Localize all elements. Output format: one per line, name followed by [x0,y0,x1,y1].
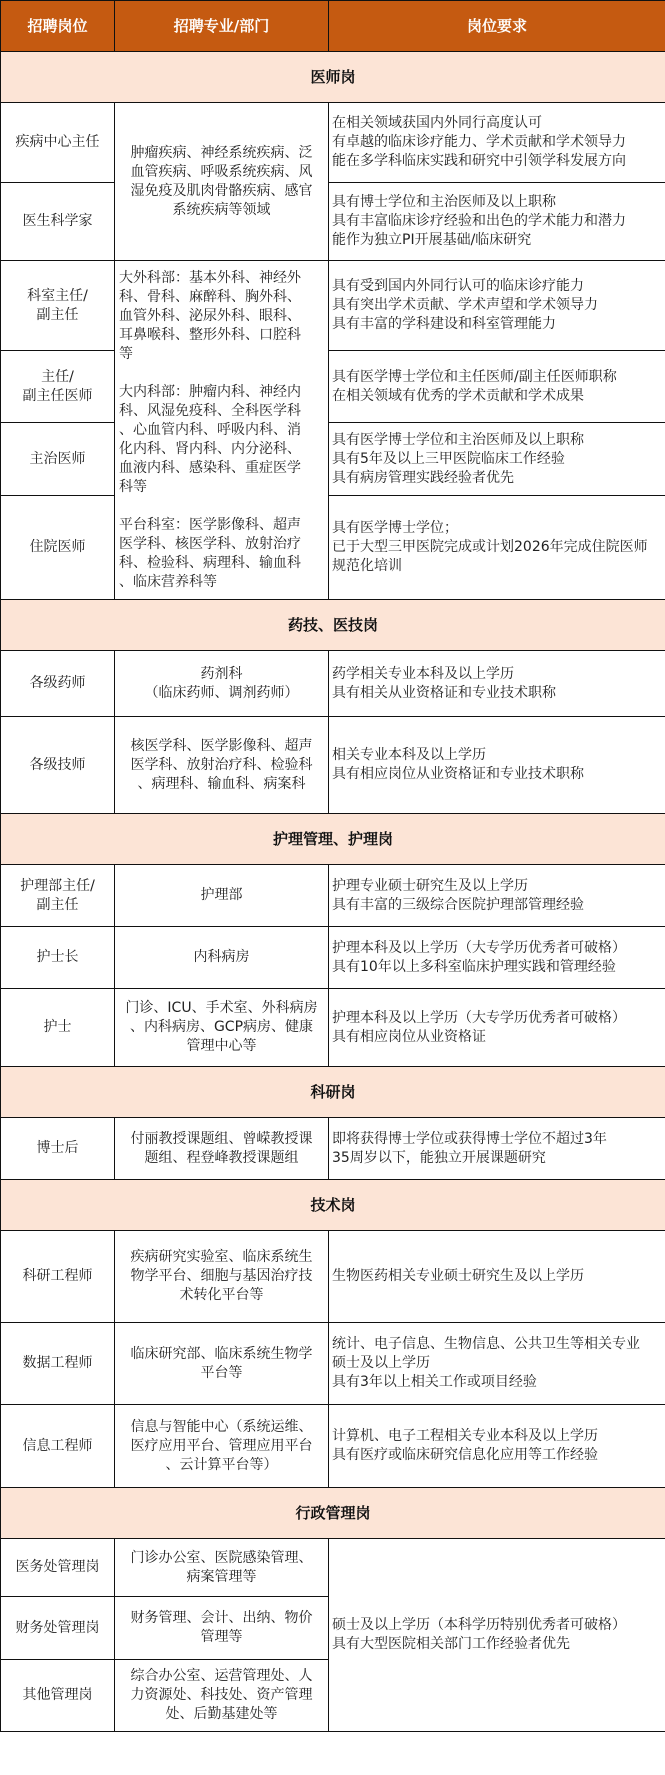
table-row [1,261,665,351]
position-cell-line: 副主任 [36,896,79,913]
position-cell [1,1539,115,1597]
position-cell-line: 财务处管理岗 [15,1619,100,1636]
requirements-cell-line: 具有10年以上多科室临床护理实践和管理经验 [332,958,616,975]
requirements-cell [329,496,665,600]
table-row [1,1118,665,1180]
department-cell-line: 系统疾病等领域 [172,201,271,218]
requirements-cell [329,1323,665,1405]
department-cell-line: 肿瘤疾病、神经系统疾病、泛 [130,144,313,161]
department-cell-line: 力资源处、科技处、资产管理 [130,1687,313,1703]
requirements-cell-line: 有卓越的临床诊疗能力、学术贡献和学术领导力 [332,134,626,150]
requirements-cell-line: 具有大型医院相关部门工作经验者优先 [332,1636,570,1652]
position-cell-line: 护理部主任/ [20,877,95,894]
requirements-cell [329,1231,665,1323]
position-cell [1,103,115,183]
requirements-cell-line: 具有5年及以上三甲医院临床工作经验 [332,450,565,467]
section-row-nursing [1,814,665,865]
position-cell-line: 各级药师 [29,675,86,691]
position-cell-line: 其他管理岗 [22,1687,93,1703]
requirements-cell-line: 护理本科及以上学历（大专学历优秀者可破格） [332,939,626,956]
department-cell [115,717,329,814]
department-cell-line: 门诊、ICU、手术室、外科病房 [125,1000,318,1016]
position-cell-line: 数据工程师 [22,1355,93,1371]
department-cell-line: 门诊办公室、医院感染管理、 [130,1549,313,1566]
position-cell-line: 副主任医师 [22,387,93,404]
requirements-cell-line: 相关专业本科及以上学历 [332,747,486,763]
department-cell [115,927,329,989]
position-cell-line: 住院医师 [29,539,86,555]
position-cell [1,351,115,423]
requirements-cell [329,717,665,814]
section-title: 行政管理岗 [1,1488,665,1539]
section-row-pharmacy-tech [1,600,665,651]
department-cell-line: 药剂科 [200,665,243,682]
department-cell-line: 血管外科、泌尿外科、眼科、 [119,307,301,324]
department-cell-line: 湿免疫及肌肉骨骼疾病、感官 [130,182,313,199]
department-cell-line [119,497,324,516]
position-cell [1,423,115,496]
position-cell [1,1118,115,1180]
requirements-cell-line: 具有医学博士学位和主治医师及以上职称 [332,431,584,448]
table-row [1,1405,665,1488]
table-row [1,1323,665,1405]
requirements-cell [329,927,665,989]
department-cell [115,1660,329,1732]
requirements-cell-line: 具有医疗或临床研究信息化应用等工作经验 [332,1447,598,1463]
requirements-cell-line: 已于大型三甲医院完成或计划2026年完成住院医师 [332,539,648,555]
department-cell-line: 管理等 [200,1629,243,1645]
position-cell-line: 医务处管理岗 [15,1559,100,1575]
table-row [1,1231,665,1323]
position-cell [1,989,115,1067]
department-cell [115,865,329,927]
requirements-cell-line: 35周岁以下，能独立开展课题研究 [332,1149,546,1166]
department-cell-line: 管理中心等 [186,1038,257,1054]
position-cell-line: 博士后 [36,1140,79,1156]
department-cell-line: 疾病研究实验室、临床系统生 [130,1249,313,1265]
department-cell-line: 血液内科、感染科、重症医学 [119,459,301,476]
requirements-cell [329,651,665,717]
position-cell [1,183,115,261]
table-row [1,927,665,989]
requirements-cell-line: 硕士及以上学历 [332,1355,430,1371]
position-cell-line: 信息工程师 [22,1437,93,1454]
department-cell-line: 综合办公室、运营管理处、人 [130,1668,313,1684]
table-row [1,717,665,814]
position-cell-line: 疾病中心主任 [15,134,100,150]
section-row-research [1,1067,665,1118]
table-row [1,496,665,600]
requirements-cell-line: 具有相应岗位从业资格证 [332,1028,486,1045]
department-cell-line: 大外科部：基本外科、神经外 [119,269,301,286]
requirements-cell [329,261,665,351]
requirements-cell-line: 能在多学科临床实践和研究中引领学科发展方向 [332,153,626,169]
requirements-cell [329,423,665,496]
department-cell-line: 科、风湿免疫科、全科医学科 [119,402,301,419]
department-cell [115,1405,329,1488]
requirements-cell-line: 生物医药相关专业硕士研究生及以上学历 [332,1268,584,1284]
position-cell-line: 各级技师 [29,756,86,773]
department-cell [115,651,329,717]
department-cell [115,103,329,261]
position-cell [1,1323,115,1405]
table-row [1,1539,665,1597]
section-row-doctor [1,52,665,103]
requirements-cell-line: 具有相关从业资格证和专业技术职称 [332,684,556,701]
department-cell [115,1323,329,1405]
department-cell-line: 临床研究部、临床系统生物学 [130,1345,313,1362]
department-cell-line: 术转化平台等 [179,1287,264,1303]
header-position: 招聘岗位 [1,1,115,52]
requirements-cell-line: 在相关领域有优秀的学术贡献和学术成果 [332,387,584,404]
department-cell [115,989,329,1067]
department-cell-line: 病案管理等 [186,1568,257,1585]
requirements-cell-line: 具有3年以上相关工作或项目经验 [332,1374,537,1390]
department-cell-line: 化内科、肾内科、内分泌科、 [119,440,301,457]
requirements-cell-line: 具有医学博士学位； [332,520,458,536]
department-cell-line: 信息与智能中心（系统运维、 [130,1418,313,1435]
department-cell [115,261,329,600]
table-row [1,865,665,927]
department-cell-line: 、病理科、输血科、病案科 [137,775,306,792]
requirements-cell-line: 药学相关专业本科及以上学历 [332,665,514,682]
department-cell-line: 、心血管内科、呼吸内科、消 [119,421,301,438]
department-cell-line: 、内科病房、GCP病房、健康 [129,1019,314,1035]
department-cell-line: 血管疾病、呼吸系统疾病、风 [130,163,313,180]
requirements-cell-line: 具有博士学位和主治医师及以上职称 [332,194,556,210]
section-title: 科研岗 [1,1067,665,1118]
position-cell-line: 医生科学家 [22,213,93,229]
position-cell [1,651,115,717]
department-cell-line: 题组、程登峰教授课题组 [144,1149,299,1166]
position-cell-line: 科室主任/ [27,287,88,304]
position-cell [1,261,115,351]
department-cell-line: 核医学科、医学影像科、超声 [130,737,313,754]
requirements-cell-line: 护理专业硕士研究生及以上学历 [332,877,528,894]
requirements-cell-line: 在相关领域获国内外同行高度认可 [332,115,542,131]
position-cell-line: 科研工程师 [22,1268,93,1284]
header-requirements: 岗位要求 [329,1,665,52]
position-cell [1,1231,115,1323]
department-cell-line: 、云计算平台等） [165,1456,278,1473]
department-cell-line: 付丽教授课题组、曾嵘教授课 [130,1130,313,1147]
department-cell-line: 平台科室：医学影像科、超声 [119,516,301,533]
table-row [1,351,665,423]
department-cell-line: 大内科部：肿瘤内科、神经内 [119,383,301,400]
department-cell-line: （临床药师、调剂药师） [144,684,299,701]
section-title: 护理管理、护理岗 [1,814,665,865]
position-cell-line: 护士长 [36,949,79,965]
requirements-cell [329,1539,665,1732]
requirements-cell [329,1405,665,1488]
department-cell-line: 科、骨科、麻醉科、胸外科、 [119,288,301,305]
department-cell-line: 处、后勤基建处等 [165,1706,278,1722]
header-department: 招聘专业/部门 [115,1,329,52]
section-row-admin [1,1488,665,1539]
department-cell-line: 医疗应用平台、管理应用平台 [130,1437,313,1454]
requirements-cell-line: 具有突出学术贡献、学术声望和学术领导力 [332,297,598,313]
position-cell-line: 主治医师 [29,450,86,467]
department-cell [115,1597,329,1660]
requirements-cell-line: 即将获得博士学位或获得博士学位不超过3年 [332,1130,607,1147]
requirements-cell [329,103,665,183]
section-title: 药技、医技岗 [1,600,665,651]
position-cell [1,717,115,814]
department-cell-line: 财务管理、会计、出纳、物价 [130,1610,313,1626]
section-title: 医师岗 [1,52,665,103]
department-cell-line: 医学科、核医学科、放射治疗 [119,535,301,552]
position-cell [1,1660,115,1732]
department-cell [115,1118,329,1180]
department-cell-line [119,364,324,383]
requirements-cell-line: 具有丰富临床诊疗经验和出色的学术能力和潜力 [332,213,626,229]
table-header-row [1,1,665,52]
department-cell-line: 护理部 [200,887,243,903]
department-cell-line: 等 [119,345,133,362]
position-cell-line: 护士 [43,1019,72,1035]
requirements-cell [329,989,665,1067]
requirements-cell-line: 规范化培训 [332,558,402,574]
department-cell-line: 耳鼻喉科、整形外科、口腔科 [119,326,301,343]
table-row [1,423,665,496]
position-cell [1,865,115,927]
department-cell-line: 物学平台、细胞与基因治疗技 [130,1268,313,1284]
requirements-cell-line: 具有受到国内外同行认可的临床诊疗能力 [332,278,584,294]
requirements-cell-line: 硕士及以上学历（本科学历特别优秀者可破格） [332,1617,626,1633]
department-cell [115,1539,329,1597]
table-row [1,651,665,717]
position-cell-line: 主任/ [41,368,74,385]
requirements-cell-line: 能作为独立PI开展基础/临床研究 [332,232,532,248]
requirements-cell-line: 具有丰富的三级综合医院护理部管理经验 [332,896,584,913]
department-cell-line: 、临床营养科等 [119,573,217,590]
requirements-cell [329,183,665,261]
position-cell-line: 副主任 [36,306,79,323]
requirements-cell-line: 具有丰富的学科建设和科室管理能力 [332,316,556,332]
requirements-cell-line: 计算机、电子工程相关专业本科及以上学历 [332,1428,598,1444]
department-cell-line: 平台等 [200,1364,243,1381]
position-cell [1,1597,115,1660]
requirements-cell [329,1118,665,1180]
requirements-cell [329,351,665,423]
requirements-cell-line: 具有病房管理实践经验者优先 [332,469,514,486]
section-row-technical [1,1180,665,1231]
requirements-cell-line: 护理本科及以上学历（大专学历优秀者可破格） [332,1009,626,1026]
department-cell [115,1231,329,1323]
department-cell-line: 科、检验科、病理科、输血科 [119,554,301,571]
requirements-cell-line: 统计、电子信息、生物信息、公共卫生等相关专业 [332,1336,640,1352]
position-cell [1,496,115,600]
position-cell [1,1405,115,1488]
requirements-cell-line: 具有医学博士学位和主任医师/副主任医师职称 [332,368,617,385]
department-cell-line: 内科病房 [193,949,250,965]
table-row [1,989,665,1067]
department-cell-line: 医学科、放射治疗科、检验科 [130,756,313,773]
requirements-cell-line: 具有相应岗位从业资格证和专业技术职称 [332,766,584,782]
table-row [1,103,665,183]
position-cell [1,927,115,989]
department-cell-line: 科等 [119,478,147,495]
requirements-cell [329,865,665,927]
section-title: 技术岗 [1,1180,665,1231]
table-row [1,183,665,261]
